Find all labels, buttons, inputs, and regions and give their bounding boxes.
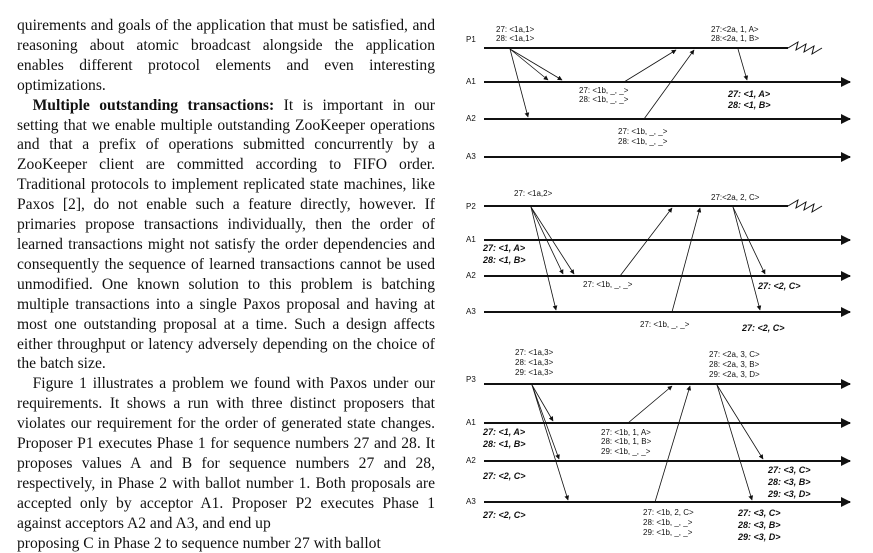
p1-right-1: 27:<2a, 1, A>: [711, 25, 759, 34]
p3-a3-learned-left: 27: <2, C>: [483, 510, 526, 520]
p1-arrow: [738, 49, 747, 80]
intro-paragraph: quirements and goals of the application that must be satisfied, and reasoning about atomic broadcast alongside the application enables different protocol elements and even interesting optimizations.: [17, 17, 435, 94]
p3-a1-learned-2: 28: <1, B>: [483, 439, 526, 449]
p2-arrow: [672, 208, 700, 312]
p1-a1-learned-1: 27: <1, A>: [728, 89, 771, 99]
p2-crash-icon: [788, 200, 822, 212]
p3-a1-learned-1: 27: <1, A>: [483, 427, 526, 437]
p3-arrow: [717, 385, 752, 500]
p3-a2-learned-left: 27: <2, C>: [483, 471, 526, 481]
p3-a3-msg-1: 27: <1b, 2, C>: [643, 508, 694, 517]
p1-mid-a2-2: 28: <1b, _, _>: [618, 137, 668, 146]
p1-arrow: [510, 49, 548, 80]
p2-arrow: [620, 208, 672, 276]
section-body: It is important in our setting that we enable multiple outstanding ZooKeeper operations and that a prefix of operations submitted concurrently by a ZooKeeper client are committed according to FIFO order. Traditional protocols to implement replicated state machines, like Paxos [2], do not enable such a feature directly, however. If primaries propose transactions individually, then the order of learned transactions might not satisfy the order dependencies and consequently the sequence of learned transactions cannot be used unmodified. One known solution to this problem is batching multiple transactions into a single Paxos proposal and having at most one outstanding proposal at a time. Such a design affects either throughput or latency adversely depending on the choice of the batch size.: [17, 96, 435, 373]
p2-right-1: 27:<2a, 2, C>: [711, 193, 760, 202]
p1-label: P1: [466, 35, 476, 44]
p2-a2-msg: 27: <1b, _, _>: [583, 280, 633, 289]
p3-a2-label: A2: [466, 456, 476, 465]
p2-arrow: [733, 207, 760, 310]
p2-a3-learned: 27: <2, C>: [742, 323, 785, 333]
p1-left-2: 28: <1a,1>: [496, 34, 535, 43]
panel-1: [466, 25, 850, 161]
p3-a2-learned-right-2: 28: <3, B>: [768, 477, 811, 487]
p2-a3-msg: 27: <1b, _, _>: [640, 320, 690, 329]
panel-3: [466, 348, 850, 542]
p3-arrow: [532, 385, 553, 421]
section-heading: Multiple outstanding transactions:: [32, 96, 275, 114]
p3-right-1: 27: <2a, 3, C>: [709, 350, 760, 359]
p2-a2-learned: 27: <2, C>: [758, 281, 801, 291]
p2-a1-learned-2: 28: <1, B>: [483, 255, 526, 265]
p1-arrow: [644, 50, 694, 119]
p3-arrow: [628, 386, 672, 423]
p2-left-1: 27: <1a,2>: [514, 189, 553, 198]
p3-a1-msg-2: 28: <1b, 1, B>: [601, 437, 652, 446]
p3-a3-msg-3: 29: <1b, _, _>: [643, 528, 693, 537]
p3-a1-msg-3: 29: <1b, _, _>: [601, 447, 651, 456]
p1-mid-a1-1: 27: <1b, _, _>: [579, 86, 629, 95]
p1-a1-label: A1: [466, 77, 476, 86]
p1-mid-a1-2: 28: <1b, _, _>: [579, 95, 629, 104]
p1-mid-a2-1: 27: <1b, _, _>: [618, 127, 668, 136]
p2-a2-label: A2: [466, 271, 476, 280]
p1-arrow: [510, 49, 562, 80]
p3-a1-msg-1: 27: <1b, 1, A>: [601, 428, 651, 437]
p3-left-2: 28: <1a,3>: [515, 358, 554, 367]
p2-a1-learned-1: 27: <1, A>: [483, 243, 526, 253]
p3-a2-learned-right-3: 29: <3, D>: [768, 489, 811, 499]
p2-a3-label: A3: [466, 307, 476, 316]
panel-2: [466, 189, 850, 333]
p3-right-2: 28: <2a, 3, B>: [709, 360, 760, 369]
p2-a1-label: A1: [466, 235, 476, 244]
p1-arrow: [624, 50, 676, 82]
p2-label: P2: [466, 202, 476, 211]
last-line: proposing C in Phase 2 to sequence number 27 with ballot: [17, 534, 381, 552]
figure-paragraph: Figure 1 illustrates a problem we found with Paxos under our requirements. It shows a run with three distinct proposers that violates our requirement for the order of generated state changes. Proposer P1 executes Phase 1 for sequence numbers 27 and 28. It proposes values A and B for sequence numbers 27 and 28, respectively, in Phase 2 with ballot number 1. Both proposals are accepted only by acceptor A1. Proposer P2 executes Phase 1 against acceptors A2 and A3, and end up: [17, 375, 435, 532]
p3-a3-learned-right-3: 29: <3, D>: [738, 532, 781, 542]
p3-a3-msg-2: 28: <1b, _, _>: [643, 518, 693, 527]
p1-a1-learned-2: 28: <1, B>: [728, 100, 771, 110]
p1-a3-label: A3: [466, 152, 476, 161]
p3-a3-learned-right-1: 27: <3, C>: [738, 508, 781, 518]
p3-right-3: 29: <2a, 3, D>: [709, 370, 760, 379]
p3-a3-learned-right-2: 28: <3, B>: [738, 520, 781, 530]
p3-a1-label: A1: [466, 418, 476, 427]
p3-label: P3: [466, 375, 476, 384]
p3-left-3: 29: <1a,3>: [515, 368, 554, 377]
p2-arrow: [531, 207, 556, 310]
p3-arrow: [655, 386, 690, 502]
p1-left-1: 27: <1a,1>: [496, 25, 535, 34]
p1-crash-icon: [788, 42, 822, 54]
p3-a2-learned-right-1: 27: <3, C>: [768, 465, 811, 475]
p3-arrow: [532, 385, 568, 500]
p1-a2-label: A2: [466, 114, 476, 123]
p3-a3-label: A3: [466, 497, 476, 506]
p3-left-1: 27: <1a,3>: [515, 348, 554, 357]
p1-right-2: 28:<2a, 1, B>: [711, 34, 760, 43]
